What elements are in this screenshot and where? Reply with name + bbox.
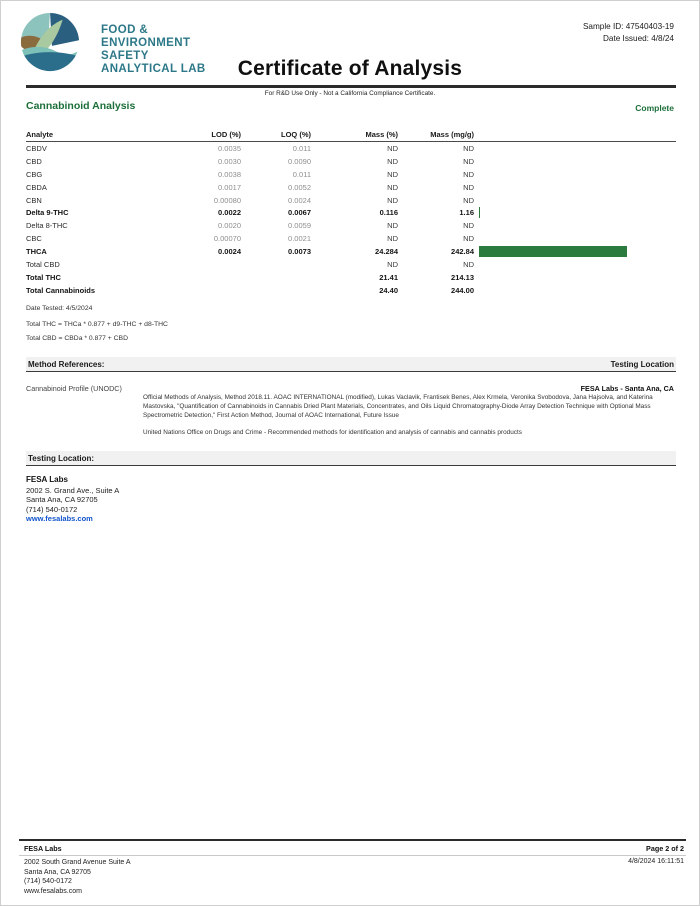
mass-mgg-value: ND — [463, 156, 474, 166]
testing-location-block — [26, 475, 119, 524]
table-row — [26, 271, 676, 284]
analyte-table-body — [26, 142, 676, 297]
loq-value: 0.0090 — [288, 156, 311, 166]
col-mass-pct: Mass (%) — [365, 129, 398, 139]
table-row — [26, 194, 676, 207]
mass-pct-value: ND — [387, 156, 398, 166]
analyte-name: CBG — [26, 169, 43, 179]
mass-mgg-value: ND — [463, 221, 474, 231]
testing-location-header — [26, 451, 676, 466]
col-analyte: Analyte — [26, 129, 54, 139]
lod-value: 0.0024 — [218, 247, 241, 257]
mass-bar — [479, 207, 480, 218]
analyte-name: CBC — [26, 234, 42, 244]
rd-use-disclaimer: For R&D Use Only - Not a California Compliance Certificate. — [264, 90, 436, 97]
analyte-name: CBDV — [26, 143, 47, 153]
mass-pct-value: 24.284 — [375, 247, 398, 257]
mass-pct-value: ND — [387, 182, 398, 192]
mass-mgg-value: 242.84 — [451, 247, 474, 257]
mass-mgg-value: ND — [463, 259, 474, 269]
loq-value: 0.0059 — [288, 221, 311, 231]
mass-pct-value: ND — [387, 169, 398, 179]
lab-address-line1: 2002 S. Grand Ave., Suite A — [26, 485, 120, 495]
mass-mgg-value: ND — [463, 182, 474, 192]
loq-value: 0.011 — [292, 143, 311, 153]
analyte-name: Delta 8-THC — [26, 221, 68, 231]
analyte-name: CBD — [26, 156, 42, 166]
lab-website-link[interactable]: www.fesalabs.com — [26, 514, 93, 523]
footer-website: www.fesalabs.com — [24, 887, 82, 895]
table-row — [26, 232, 676, 245]
lod-value: 0.00070 — [213, 234, 241, 244]
bar-cell — [474, 246, 676, 257]
mass-pct-value: ND — [387, 195, 398, 205]
date-tested: Date Tested: 4/5/2024 — [26, 305, 93, 312]
lod-value: 0.0020 — [218, 221, 241, 231]
table-header-row — [26, 127, 676, 142]
bar-cell — [474, 207, 676, 218]
loq-value: 0.0067 — [288, 208, 311, 218]
mass-mgg-value: ND — [463, 195, 474, 205]
table-row — [26, 206, 676, 219]
footer-thin-divider — [19, 855, 686, 856]
analyte-name: Total CBD — [26, 259, 60, 269]
footer-timestamp: 4/8/2024 16:11:51 — [628, 858, 684, 865]
loq-value: 0.011 — [292, 169, 311, 179]
mass-mgg-value: 1.16 — [459, 208, 474, 218]
reference-citation-1: Official Methods of Analysis, Method 2018.11. AOAC INTERNATIONAL (modified), Lukas Vaclavik, Frantisek Benes, Alex Krmela, Veronika Svobodova, Jana Hajsolva, and Katerina Mastovska, "Quantification of Cannabinoids in Cannabis Dried Plant Materials, Concentrates, and Oils Liquid Chromatography-Diode Array Detection Technique with Optional Mass Spectrometric Detection," First Action Method, Journal of AOAC International, Future Issue — [143, 394, 653, 419]
method-references-label: Method References: — [28, 359, 105, 369]
lod-value: 0.0038 — [218, 169, 241, 179]
date-issued: Date Issued: 4/8/24 — [602, 34, 674, 43]
mass-pct-value: 24.40 — [379, 285, 398, 295]
title-divider — [26, 85, 676, 88]
total-thc-formula: Total THC = THCa * 0.877 + d9-THC + d8-THC — [26, 321, 168, 328]
lab-name-line4: ANALYTICAL LAB — [101, 63, 206, 75]
lod-value: 0.00080 — [213, 195, 241, 205]
lab-name-line3: SAFETY — [101, 50, 149, 62]
analyte-name: Delta 9-THC — [26, 208, 69, 218]
col-loq: LOQ (%) — [281, 129, 311, 139]
lab-phone: (714) 540-0172 — [26, 504, 78, 514]
footer-phone: (714) 540-0172 — [24, 878, 72, 885]
mass-pct-value: ND — [387, 259, 398, 269]
table-row — [26, 168, 676, 181]
table-row — [26, 155, 676, 168]
lod-value: 0.0022 — [218, 208, 241, 218]
footer-address-line1: 2002 South Grand Avenue Suite A — [24, 859, 131, 866]
mass-bar — [479, 246, 627, 257]
total-cbd-formula: Total CBD = CBDa * 0.877 + CBD — [26, 335, 128, 342]
sample-meta — [583, 21, 674, 45]
analyte-name: THCA — [26, 247, 47, 257]
page-number: Page 2 of 2 — [646, 844, 684, 853]
mass-mgg-value: 214.13 — [451, 272, 474, 282]
footer-address-line2: Santa Ana, CA 92705 — [24, 868, 91, 876]
loq-value: 0.0073 — [288, 247, 311, 257]
mass-mgg-value: ND — [463, 234, 474, 244]
method-location: FESA Labs - Santa Ana, CA — [580, 384, 674, 393]
lod-value: 0.0030 — [218, 156, 241, 166]
col-lod: LOD (%) — [211, 129, 241, 139]
analyte-name: CBDA — [26, 182, 47, 192]
table-row — [26, 245, 676, 258]
loq-value: 0.0052 — [288, 182, 311, 192]
reference-citation-2: United Nations Office on Drugs and Crime - Recommended methods for identification and analysis of cannabis and cannabis products — [143, 429, 522, 436]
footer-address-block — [24, 858, 131, 896]
table-row — [26, 142, 676, 155]
lab-name-text: FESA Labs — [26, 475, 68, 484]
page-title: Certificate of Analysis — [237, 57, 463, 80]
lab-address-line2: Santa Ana, CA 92705 — [26, 495, 98, 504]
loq-value: 0.0024 — [288, 195, 311, 205]
mass-pct-value: 0.116 — [379, 208, 398, 218]
lod-value: 0.0017 — [218, 182, 241, 192]
analyte-name: Total Cannabinoids — [26, 285, 96, 295]
mass-pct-value: ND — [387, 221, 398, 231]
testing-location-label: Testing Location: — [28, 453, 95, 463]
status-badge: Complete — [635, 103, 674, 113]
section-title: Cannabinoid Analysis — [26, 100, 136, 112]
analyte-name: Total THC — [26, 272, 61, 282]
mass-pct-value: 21.41 — [379, 272, 398, 282]
mass-pct-value: ND — [387, 143, 398, 153]
table-row — [26, 284, 676, 297]
lab-name-line1: FOOD & — [101, 24, 149, 36]
analyte-name: CBN — [26, 195, 42, 205]
cannabinoid-table — [26, 127, 676, 297]
method-references-header — [26, 357, 676, 372]
table-row — [26, 181, 676, 194]
method-name: Cannabinoid Profile (UNODC) — [26, 384, 122, 393]
lab-name-line2: ENVIRONMENT — [101, 37, 191, 49]
table-row — [26, 258, 676, 271]
testing-location-col-label: Testing Location — [610, 359, 674, 369]
loq-value: 0.0021 — [288, 234, 311, 244]
lod-value: 0.0035 — [218, 143, 241, 153]
mass-mgg-value: ND — [463, 169, 474, 179]
col-mass-mgg: Mass (mg/g) — [430, 129, 474, 139]
mass-mgg-value: 244.00 — [451, 285, 474, 295]
mass-pct-value: ND — [387, 234, 398, 244]
table-row — [26, 219, 676, 232]
mass-mgg-value: ND — [463, 143, 474, 153]
footer-divider — [19, 839, 686, 841]
sample-id: Sample ID: 47540403-19 — [582, 22, 674, 31]
footer-lab-name: FESA Labs — [24, 844, 62, 853]
